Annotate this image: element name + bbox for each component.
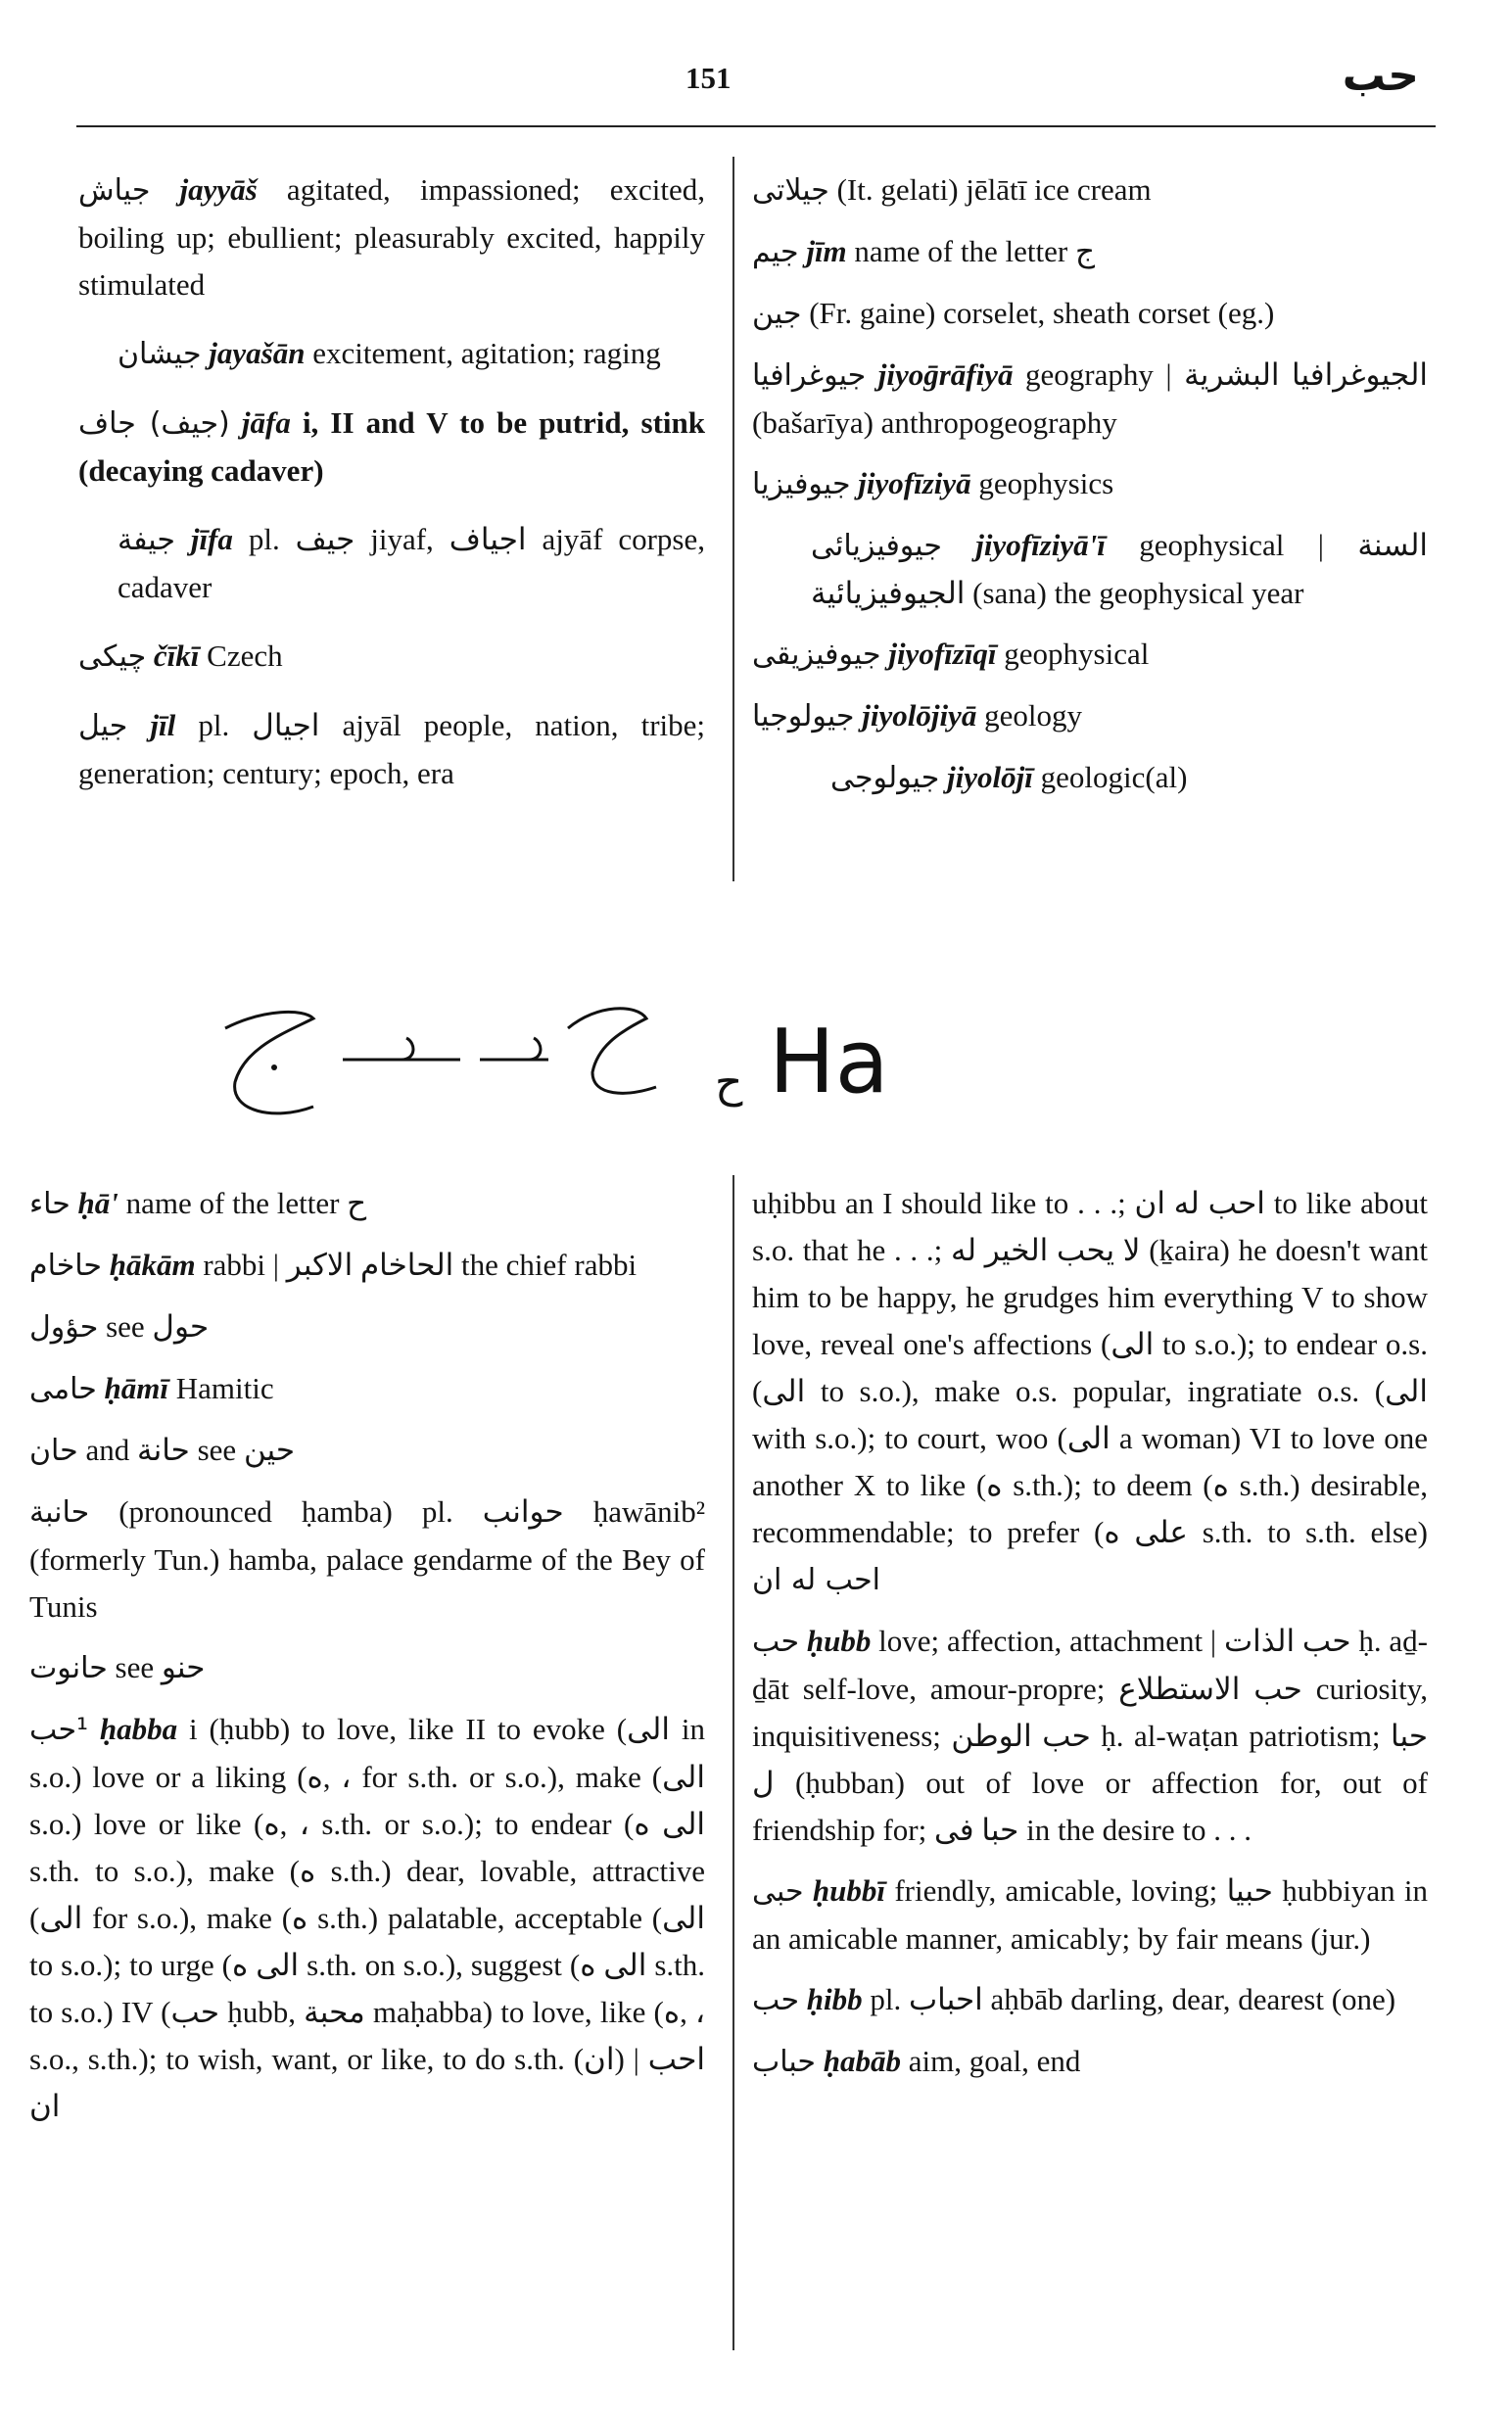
top-left-column — [78, 166, 705, 819]
entry-definition: see حنو — [107, 1650, 206, 1684]
entry-definition: see حول — [98, 1309, 210, 1344]
entry-definition: geologic(al) — [1032, 760, 1188, 794]
bottom-right-column — [752, 1180, 1428, 2100]
entry-arabic: جيوفيزيا — [752, 467, 851, 501]
entry-definition: geology — [976, 698, 1082, 733]
entry-headword: jiyofīziyā — [858, 466, 971, 500]
entry-headword: jiyofīziyā'ī — [975, 528, 1106, 562]
dict-entry — [752, 1180, 1428, 1604]
dict-entry — [29, 1303, 705, 1351]
dict-entry — [752, 2038, 1428, 2086]
handwritten-isolated-form — [568, 1009, 656, 1093]
dict-entry — [78, 516, 705, 611]
dict-entry — [752, 522, 1428, 617]
dict-entry — [29, 1242, 705, 1290]
entry-arabic: حاخام — [29, 1249, 102, 1283]
entry-definition: geophysical — [996, 637, 1150, 671]
entry-arabic: ¹حب — [29, 1713, 89, 1747]
entry-headword: jiyolōjī — [947, 760, 1033, 794]
entry-arabic: حباب — [752, 2045, 816, 2079]
entry-headword: jīm — [806, 234, 847, 268]
entry-definition: Hamitic — [167, 1371, 274, 1405]
entry-arabic: جيم — [752, 235, 799, 269]
dict-entry — [752, 166, 1428, 214]
entry-arabic: جيولوجيا — [752, 699, 855, 733]
handwritten-initial-form — [225, 1012, 313, 1112]
entry-headword: jiyoḡrāfiyā — [877, 357, 1014, 392]
entry-headword: jiyofīzīqī — [888, 637, 997, 671]
entry-definition: geophysical | السنة الجيوفيزيائية (sana) the geophysical year — [811, 528, 1428, 610]
entry-definition: name of the letter ح — [118, 1186, 367, 1220]
dict-entry — [29, 1644, 705, 1692]
dict-entry — [78, 633, 705, 681]
top-right-column — [752, 166, 1428, 816]
entry-headword: jīfa — [190, 522, 233, 556]
handwritten-medial-form — [343, 1038, 460, 1060]
entry-arabic: حؤول — [29, 1310, 99, 1345]
entry-arabic: حامى — [29, 1372, 97, 1406]
entry-headword: čīkī — [153, 638, 200, 673]
entry-definition: pl. احباب aḥbāb darling, dear, dearest (one) — [862, 1982, 1396, 2016]
entry-arabic: جيوفيزيائى — [811, 529, 942, 563]
dict-entry — [78, 702, 705, 797]
entry-definition: i (ḥubb) to love, like II to evoke (الى in s.o.) love or a liking (ه, ، for s.th. or s.o.), make (الى s.o.) love or like (ه, ، s.th. or s.o.); to endear (الى ه s.th. to s.o.), make (ه s.th.) dear, lovable, attractive (الى for s.o.), make (ه s.th.) palatable, acceptable (الى to s.o.); to urge (الى ه s.th. on s.o.), suggest (الى ه s.th. to s.o.) IV (حب ḥubb, محبة maḥabba) to love, like (ه, ، s.o., s.th.); to wish, want, or like, to do s.th. (ان) | احب ان — [29, 1712, 706, 2123]
entry-arabic: حبى — [752, 1874, 804, 1909]
entry-arabic: چيكى — [78, 639, 147, 674]
entry-definition: (Fr. gaine) corselet, sheath corset (eg.) — [809, 296, 1275, 330]
entry-definition: (It. gelati) jēlātī ice cream — [836, 172, 1152, 207]
entry-definition: and حانة see حين — [77, 1433, 296, 1467]
handwritten-latin: Ha — [769, 1011, 889, 1113]
handwritten-dot — [271, 1064, 277, 1070]
dict-entry — [752, 1976, 1428, 2024]
entry-definition: aim, goal, end — [900, 2044, 1081, 2078]
entry-definition: excitement, agitation; raging — [305, 336, 661, 370]
dict-entry — [29, 1180, 705, 1228]
entry-definition: (pronounced ḥamba) pl. حوانب ḥawānib² (formerly Tun.) hamba, palace gendarme of the Bey of Tunis — [29, 1494, 706, 1624]
dict-entry — [752, 352, 1428, 447]
entry-headword: ḥubb — [806, 1624, 872, 1658]
dict-entry — [78, 400, 705, 495]
dict-entry — [78, 166, 705, 308]
entry-arabic: جياش — [78, 173, 151, 208]
entry-headword: ḥabāb — [823, 2044, 901, 2078]
entry-arabic: حانبة — [29, 1495, 90, 1530]
dict-entry — [78, 330, 705, 378]
entry-definition: Czech — [199, 638, 283, 673]
entry-definition: name of the letter ج — [846, 234, 1095, 268]
bottom-left-column — [29, 1180, 705, 2144]
entry-definition: friendly, amicable, loving; حبيا ḥubbiyan in an amicable manner, amicably; by fair means (jur.) — [752, 1873, 1428, 1956]
entry-headword: jiyolōjiyā — [862, 698, 977, 733]
dict-entry — [752, 692, 1428, 740]
entry-headword: jāfa — [241, 405, 291, 440]
dict-entry — [29, 1489, 705, 1631]
entry-definition: uḥibbu an I should like to . . .; احب له ان to like about s.o. that he . . .; لا يحب الخير له (ḵaira) he doesn't want him to be happy, he grudges him everything V to show love, reveal one's affections (الى to s.o.); to endear o.s. (الى to s.o.), make o.s. popular, ingratiate o.s. (الى with s.o.); to court, woo (الى a woman) VI to love one another X to like (ه s.th.); to deem (ه s.th.) desirable, recommendable; to prefer (على ه s.th. to s.th. else) — [752, 1186, 1429, 1549]
handwritten-letter: ح — [715, 1058, 743, 1108]
header-rule — [76, 125, 1436, 127]
page-number: 151 — [685, 61, 732, 95]
column-divider-top — [732, 157, 734, 881]
entry-headword: jīl — [150, 708, 176, 742]
entry-arabic: جيوفيزيقى — [752, 638, 881, 672]
entry-definition: pl. اجيال ajyāl people, nation, tribe; generation; century; epoch, era — [78, 708, 706, 790]
dict-entry — [752, 1868, 1428, 1963]
entry-headword: jayyāš — [179, 172, 258, 207]
entry-definition: geophysics — [970, 466, 1114, 500]
entry-arabic: جيشان — [118, 337, 202, 371]
entry-definition: geography | الجيوغرافيا البشرية (bašarīya) anthropogeography — [752, 357, 1428, 440]
dict-entry — [752, 754, 1428, 802]
column-divider-bottom — [732, 1175, 734, 2350]
page-root-heading: حب — [1342, 51, 1419, 101]
entry-arabic: حب — [752, 1983, 800, 2017]
entry-arabic: حاء — [29, 1187, 71, 1221]
entry-arabic: جيل — [78, 709, 128, 743]
entry-headword: ḥākām — [109, 1248, 196, 1282]
dict-entry — [752, 1618, 1428, 1854]
entry-arabic: جين — [752, 297, 802, 331]
entry-definition: i, II and V to be putrid, stink (decaying cadaver) — [78, 405, 706, 488]
dict-entry — [752, 228, 1428, 276]
entry-arabic: حان — [29, 1434, 78, 1468]
dict-entry — [752, 631, 1428, 679]
dict-entry — [752, 460, 1428, 508]
entry-arabic: جيوغرافيا — [752, 358, 867, 393]
dict-entry — [29, 1706, 705, 2130]
entry-arabic: جيفة — [118, 523, 175, 557]
entry-headword: ḥabba — [99, 1712, 178, 1746]
entry-headword: ḥā' — [77, 1186, 118, 1220]
entry-headword: ḥibb — [806, 1982, 863, 2016]
entry-arabic: جيلاتى — [752, 173, 829, 208]
entry-headword: ḥāmī — [104, 1371, 168, 1405]
dict-entry — [29, 1365, 705, 1413]
handwritten-final-form — [480, 1038, 548, 1060]
entry-arabic: جيولوجى — [830, 761, 940, 795]
entry-arabic: احب له ان — [752, 1563, 881, 1597]
entry-arabic: حب — [752, 1625, 800, 1659]
entry-definition: love; affection, attachment | حب الذات ḥ. aḏ-ḏāt self-love, amour-propre; حب الاستطلاع curiosity, inquisitiveness; حب الوطن ḥ. al-waṭan patriotism; حبا ل (ḥubban) out of love or affection for, out of friendship for; حبا فى in the desire to . . . — [752, 1624, 1428, 1847]
entry-definition: agitated, impassioned; excited, boiling up; ebullient; pleasurably excited, happily stimulated — [78, 172, 706, 302]
entry-arabic: (جيف) جاف — [78, 406, 230, 441]
entry-arabic: حانوت — [29, 1651, 108, 1685]
entry-definition: rabbi | الحاخام الاكبر the chief rabbi — [195, 1248, 638, 1282]
entry-headword: jayašān — [209, 336, 306, 370]
dict-entry — [752, 290, 1428, 338]
entry-definition: pl. جيف jiyaf, اجياف ajyāf corpse, cadaver — [118, 522, 706, 604]
dict-entry — [29, 1427, 705, 1475]
handwritten-annotation — [206, 989, 969, 1136]
entry-headword: ḥubbī — [812, 1873, 886, 1908]
